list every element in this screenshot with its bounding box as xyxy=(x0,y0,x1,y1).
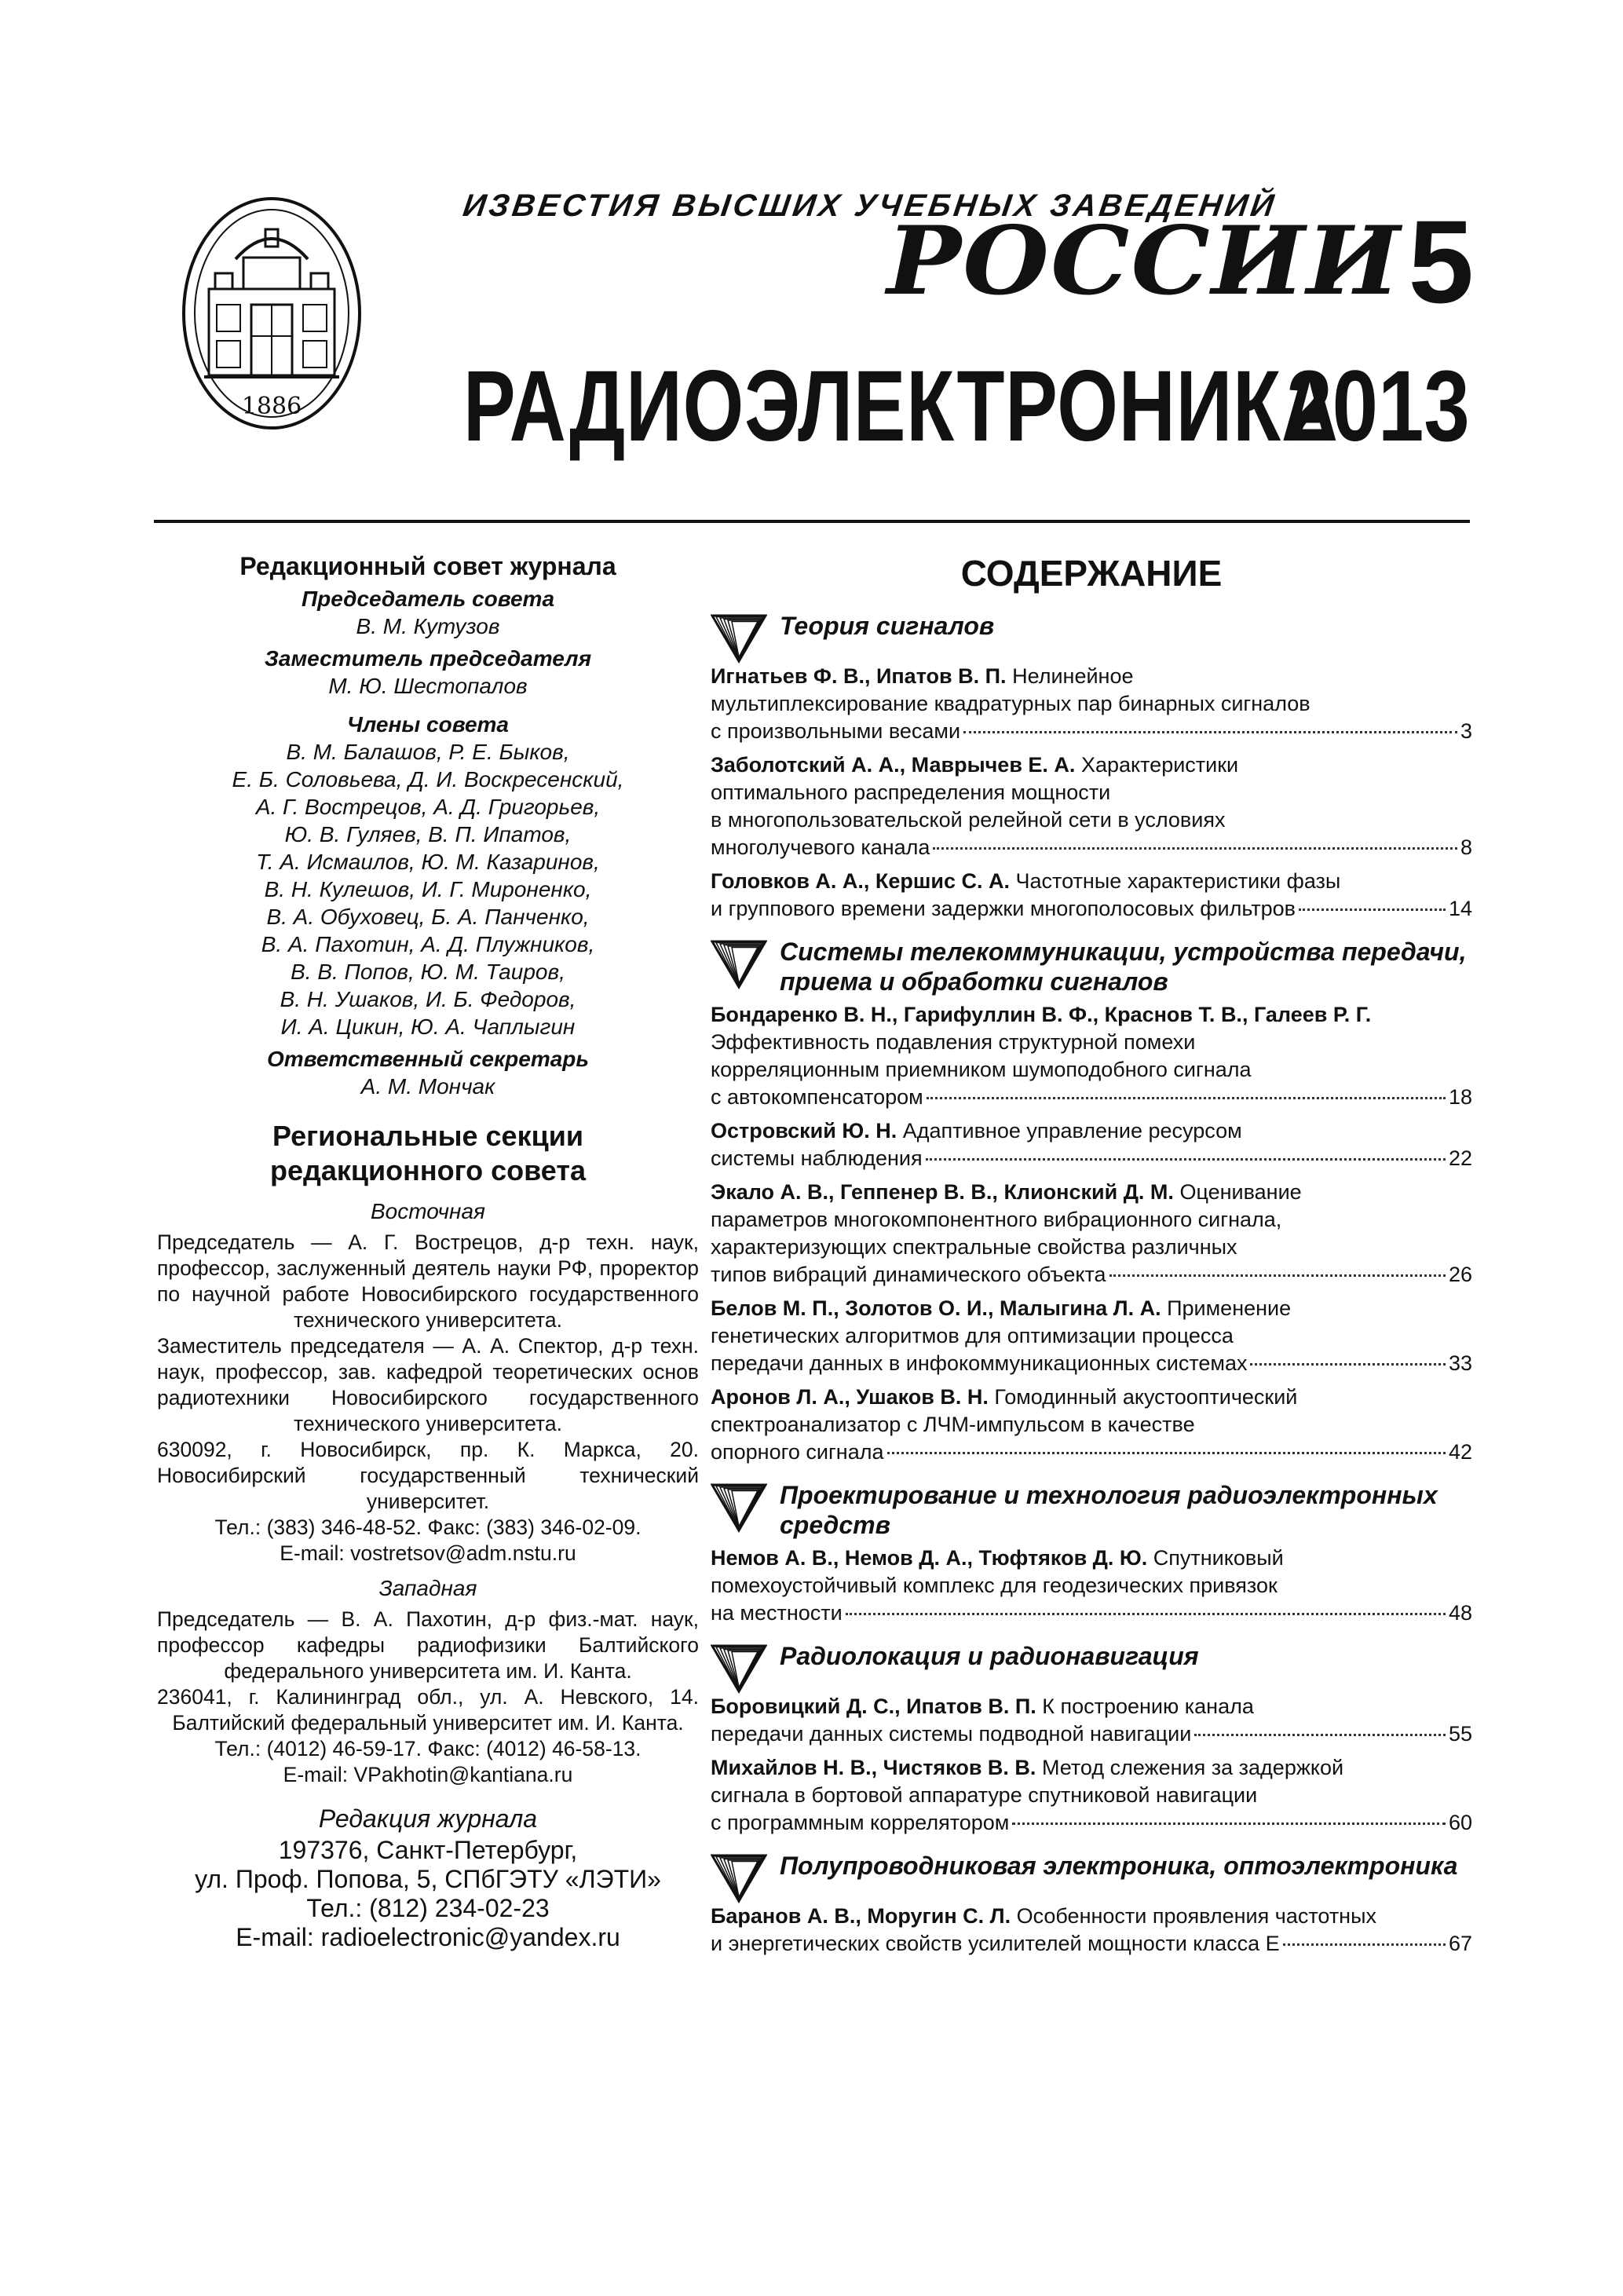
toc-section-title: Проектирование и технология радиоэлектронных средств xyxy=(780,1481,1438,1539)
chair-role: Председатель совета xyxy=(301,587,555,611)
section-triangle-icon xyxy=(711,1482,767,1534)
member-line: А. Г. Вострецов, А. Д. Григорьев, xyxy=(255,795,601,819)
toc-entry-first-line xyxy=(711,1001,1472,1029)
toc-section xyxy=(711,937,1472,1466)
toc-entry-first-line xyxy=(711,1117,1472,1145)
toc-entry-title-start: К построению канала xyxy=(1036,1695,1254,1718)
toc-entry-authors: Головков А. А., Кершис С. А. xyxy=(711,869,1011,893)
member-line: В. В. Попов, Ю. М. Таиров, xyxy=(291,960,565,984)
toc-entry-authors: Михайлов Н. В., Чистяков В. В. xyxy=(711,1756,1036,1779)
toc-section xyxy=(711,1851,1472,1958)
west-email: E-mail: VPakhotin@kantiana.ru xyxy=(283,1763,573,1786)
toc-section-header xyxy=(711,937,1472,996)
toc-entry-title-line: характеризующих спектральные свойства различных xyxy=(711,1235,1237,1259)
deputy-name: М. Ю. Шестопалов xyxy=(328,674,528,698)
west-phone: Тел.: (4012) 46-59-17. Факс: (4012) 46-58-13. xyxy=(214,1737,642,1760)
toc-entry-authors: Аронов Л. А., Ушаков В. Н. xyxy=(711,1385,989,1409)
toc-entry-page: 55 xyxy=(1448,1722,1472,1746)
members-role: Члены совета xyxy=(347,712,509,737)
toc-entry-first-line xyxy=(711,663,1472,690)
toc-entry-title-line: в многопользовательской релейной сети в условиях xyxy=(711,808,1226,832)
toc-entry-first-line xyxy=(711,1384,1472,1411)
west-chair: Председатель — В. А. Пахотин, д-р физ.-мат. наук, профессор кафедры радиофизики Балтийского федерального университета им. И. Канта. xyxy=(157,1607,699,1683)
toc-entry xyxy=(711,1754,1472,1837)
toc-entry-title-end: типов вибраций динамического объекта xyxy=(711,1263,1106,1286)
toc-section-header xyxy=(711,1641,1472,1688)
east-address: 630092, г. Новосибирск, пр. К. Маркса, 20. Новосибирский государственный технический университет. xyxy=(157,1438,699,1513)
toc-section-title: Теория сигналов xyxy=(780,612,995,640)
toc-leader-dots xyxy=(926,1158,1446,1161)
toc-section xyxy=(711,1641,1472,1837)
east-email: E-mail: vostretsov@adm.nstu.ru xyxy=(280,1541,576,1565)
toc-entry xyxy=(711,1117,1472,1172)
editorial-street: ул. Проф. Попова, 5, СПбГЭТУ «ЛЭТИ» xyxy=(195,1865,661,1893)
toc-leader-dots xyxy=(1109,1274,1446,1277)
toc-entry-title-end: на местности xyxy=(711,1601,843,1625)
toc-entry-last-line xyxy=(711,718,1472,745)
section-triangle-icon xyxy=(711,1643,767,1695)
section-triangle-icon xyxy=(711,938,767,990)
editorial-phone: Тел.: (812) 234-02-23 xyxy=(306,1894,550,1922)
section-triangle-icon xyxy=(711,612,767,664)
toc-entry-title-line: оптимального распределения мощности xyxy=(711,781,1111,804)
toc-entry-title-line: Эффективность подавления структурной помехи xyxy=(711,1030,1196,1054)
west-address: 236041, г. Калининград обл., ул. А. Невского, 14. Балтийский федеральный университет им. И. Канта. xyxy=(157,1685,699,1735)
toc-entry-page: 18 xyxy=(1448,1085,1472,1109)
toc-entry xyxy=(711,663,1472,745)
regional-title-line: Региональные секции xyxy=(272,1120,583,1152)
header-divider xyxy=(154,520,1470,523)
toc-entry-page: 67 xyxy=(1448,1932,1472,1955)
toc-entry-last-line xyxy=(711,1439,1472,1466)
member-line: Ю. В. Гуляев, В. П. Ипатов, xyxy=(284,822,572,846)
member-line: Т. А. Исмаилов, Ю. М. Казаринов, xyxy=(256,850,600,874)
toc-entry-title-start: Нелинейное xyxy=(1006,664,1134,688)
journal-country-title: РОССИИ xyxy=(886,206,1402,316)
members-list xyxy=(157,738,699,1040)
toc-entry-last-line xyxy=(711,1809,1472,1837)
section-triangle-icon xyxy=(711,1852,767,1904)
issue-number: 5 xyxy=(1408,196,1474,327)
toc-entry-last-line xyxy=(711,1145,1472,1172)
toc-entry-last-line xyxy=(711,1720,1472,1748)
toc-entry-authors: Экало А. В., Геппенер В. В., Клионский Д. М. xyxy=(711,1180,1174,1204)
secretary-role: Ответственный секретарь xyxy=(266,1047,590,1071)
toc-entry-authors: Бондаренко В. Н., Гарифуллин В. Ф., Краснов Т. В., Галеев Р. Г. xyxy=(711,1003,1372,1026)
toc-entry-page: 22 xyxy=(1448,1146,1472,1170)
west-section-name: Западная xyxy=(378,1576,477,1600)
toc-entry-first-line xyxy=(711,1545,1472,1572)
toc-entry xyxy=(711,1545,1472,1627)
left-column xyxy=(157,550,699,1952)
toc-entry-last-line xyxy=(711,1084,1472,1111)
toc-sections xyxy=(711,611,1472,1958)
toc-entry-title-end: передачи данных системы подводной навигации xyxy=(711,1722,1192,1746)
toc-entry-title-end: и энергетических свойств усилителей мощности класса Е xyxy=(711,1932,1280,1955)
toc-entry-title-end: с программным коррелятором xyxy=(711,1811,1010,1834)
toc-entry-title-end: передачи данных в инфокоммуникационных системах xyxy=(711,1351,1248,1375)
toc-entry-last-line xyxy=(711,895,1472,923)
toc-entry-page: 60 xyxy=(1448,1811,1472,1834)
deputy-role: Заместитель председателя xyxy=(264,646,592,671)
toc-entry-authors: Немов А. В., Немов Д. А., Тюфтяков Д. Ю. xyxy=(711,1546,1148,1570)
editorial-title: Редакция журнала xyxy=(318,1804,538,1833)
table-of-contents xyxy=(711,550,1472,1964)
toc-entry-authors: Игнатьев Ф. В., Ипатов В. П. xyxy=(711,664,1007,688)
toc-section-header xyxy=(711,1851,1472,1898)
editorial-email: E-mail: radioelectronic@yandex.ru xyxy=(236,1923,620,1951)
editorial-address: 197376, Санкт-Петербург, xyxy=(278,1836,578,1864)
toc-entry-first-line xyxy=(711,751,1472,779)
toc-entry-authors: Заболотский А. А., Маврычев Е. А. xyxy=(711,753,1076,777)
member-line: В. А. Обуховец, Б. А. Панченко, xyxy=(266,905,590,929)
east-section-name: Восточная xyxy=(370,1199,485,1223)
toc-entry-title-end: и группового времени задержки многополосовых фильтров xyxy=(711,897,1296,920)
toc-entry-page: 14 xyxy=(1448,897,1472,920)
regional-title-line: редакционного совета xyxy=(269,1154,586,1186)
toc-entry-title-end: многолучевого канала xyxy=(711,835,930,859)
toc-entry xyxy=(711,1295,1472,1377)
toc-entry-title-start: Метод слежения за задержкой xyxy=(1036,1756,1344,1779)
regional-sections-title xyxy=(157,1119,699,1188)
emblem-year: 1886 xyxy=(241,393,302,420)
toc-entry-page: 8 xyxy=(1460,835,1472,859)
toc-section xyxy=(711,611,1472,923)
toc-entry-last-line xyxy=(711,1600,1472,1627)
member-line: В. М. Балашов, Р. Е. Быков, xyxy=(286,740,570,764)
toc-entry-title-line: генетических алгоритмов для оптимизации процесса xyxy=(711,1324,1234,1347)
chair-name: В. М. Кутузов xyxy=(356,614,500,638)
toc-entry-authors: Белов М. П., Золотов О. И., Малыгина Л. А. xyxy=(711,1296,1161,1320)
toc-entry xyxy=(711,1903,1472,1958)
toc-entry-page: 26 xyxy=(1448,1263,1472,1286)
journal-title: РАДИОЭЛЕКТРОНИКА xyxy=(463,350,1339,462)
toc-leader-dots xyxy=(1194,1734,1446,1736)
east-chair: Председатель — А. Г. Вострецов, д-р техн. наук, профессор, заслуженный деятель науки РФ, проректор по научной работе Новосибирского государственного технического университета. xyxy=(157,1230,699,1332)
toc-leader-dots xyxy=(1012,1823,1446,1825)
toc-section xyxy=(711,1480,1472,1627)
toc-entry-title-start: Характеристики xyxy=(1075,753,1239,777)
toc-leader-dots xyxy=(1250,1363,1445,1366)
toc-leader-dots xyxy=(846,1613,1446,1615)
toc-entry-title-end: системы наблюдения xyxy=(711,1146,923,1170)
toc-leader-dots xyxy=(963,731,1457,733)
toc-entry-title-start: Адаптивное управление ресурсом xyxy=(897,1119,1242,1143)
toc-entry xyxy=(711,1001,1472,1111)
toc-entry-page: 48 xyxy=(1448,1601,1472,1625)
toc-leader-dots xyxy=(927,1097,1446,1099)
toc-entry-first-line xyxy=(711,1295,1472,1322)
toc-entry-title-start: Частотные характеристики фазы xyxy=(1010,869,1341,893)
toc-entry-title-start: Спутниковый xyxy=(1147,1546,1284,1570)
toc-entry-title-start: Особенности проявления частотных xyxy=(1011,1904,1376,1928)
east-phone: Тел.: (383) 346-48-52. Факс: (383) 346-02-09. xyxy=(214,1515,642,1539)
toc-entry-page: 3 xyxy=(1460,719,1472,743)
toc-entry-page: 33 xyxy=(1448,1351,1472,1375)
toc-leader-dots xyxy=(1283,1943,1446,1946)
toc-entry-title-line: параметров многокомпонентного вибрационного сигнала, xyxy=(711,1208,1282,1231)
toc-entry-last-line xyxy=(711,834,1472,861)
toc-entry-last-line xyxy=(711,1930,1472,1958)
member-line: Е. Б. Соловьева, Д. И. Воскресенский, xyxy=(232,767,624,792)
toc-entry-title-line: сигнала в бортовой аппаратуре спутниковой навигации xyxy=(711,1783,1258,1807)
toc-section-title: Полупроводниковая электроника, оптоэлектроника xyxy=(780,1852,1458,1880)
toc-entry-authors: Баранов А. В., Моругин С. Л. xyxy=(711,1904,1011,1928)
secretary-name: А. М. Мончак xyxy=(360,1074,495,1099)
toc-entry xyxy=(711,751,1472,861)
issue-year: 2013 xyxy=(1286,350,1470,462)
toc-entry-first-line xyxy=(711,1754,1472,1782)
toc-entry-title-line: спектроанализатор с ЛЧМ-импульсом в качестве xyxy=(711,1413,1195,1436)
toc-entry-page: 42 xyxy=(1448,1440,1472,1464)
toc-entry-first-line xyxy=(711,1179,1472,1206)
member-line: В. А. Пахотин, А. Д. Плужников, xyxy=(261,932,595,956)
toc-entry-title-end: с автокомпенсатором xyxy=(711,1085,923,1109)
toc-leader-dots xyxy=(887,1452,1446,1454)
toc-entry xyxy=(711,868,1472,923)
toc-entry-title-line: помехоустойчивый комплекс для геодезических привязок xyxy=(711,1574,1278,1597)
toc-entry-first-line xyxy=(711,1903,1472,1930)
member-line: В. Н. Кулешов, И. Г. Мироненко, xyxy=(264,877,592,901)
toc-entry xyxy=(711,1384,1472,1466)
toc-entry-first-line xyxy=(711,868,1472,895)
toc-entry-authors: Боровицкий Д. С., Ипатов В. П. xyxy=(711,1695,1036,1718)
journal-emblem xyxy=(181,195,363,432)
east-section-text xyxy=(157,1230,699,1567)
toc-section-header xyxy=(711,1480,1472,1540)
toc-entry-title-line: корреляционным приемником шумоподобного сигнала xyxy=(711,1058,1252,1081)
toc-entry-title-end: опорного сигнала xyxy=(711,1440,884,1464)
toc-leader-dots xyxy=(1299,909,1446,911)
toc-leader-dots xyxy=(933,847,1457,850)
west-section-text xyxy=(157,1607,699,1788)
member-line: В. Н. Ушаков, И. Б. Федоров, xyxy=(280,987,576,1011)
toc-entry xyxy=(711,1693,1472,1748)
toc-entry-title-start: Оценивание xyxy=(1173,1180,1302,1204)
toc-entry-title-end: с произвольными весами xyxy=(711,719,961,743)
toc-entry-last-line xyxy=(711,1350,1472,1377)
toc-entry-authors: Островский Ю. Н. xyxy=(711,1119,897,1143)
toc-entry-title-line: мультиплексирование квадратурных пар бинарных сигналов xyxy=(711,692,1310,715)
board-title: Редакционный совет журнала xyxy=(239,552,616,580)
toc-entry xyxy=(711,1179,1472,1289)
journal-series-title: ИЗВЕСТИЯ ВЫСШИХ УЧЕБНЫХ ЗАВЕДЕНИЙ xyxy=(460,188,1279,223)
toc-title: СОДЕРЖАНИЕ xyxy=(960,553,1223,594)
toc-section-title: Радиолокация и радионавигация xyxy=(780,1642,1199,1670)
east-deputy: Заместитель председателя — А. А. Спектор, д-р техн. наук, профессор, зав. кафедрой теоретических основ радиотехники Новосибирского государственного технического университета. xyxy=(157,1334,699,1435)
toc-entry-last-line xyxy=(711,1261,1472,1289)
toc-entry-title-start: Применение xyxy=(1161,1296,1292,1320)
toc-section-header xyxy=(711,611,1472,658)
toc-section-title: Системы телекоммуникации, устройства передачи, приема и обработки сигналов xyxy=(780,938,1467,996)
toc-entry-title-start: Гомодинный акустооптический xyxy=(988,1385,1298,1409)
toc-entry-first-line xyxy=(711,1693,1472,1720)
member-line: И. А. Цикин, Ю. А. Чаплыгин xyxy=(280,1015,576,1039)
